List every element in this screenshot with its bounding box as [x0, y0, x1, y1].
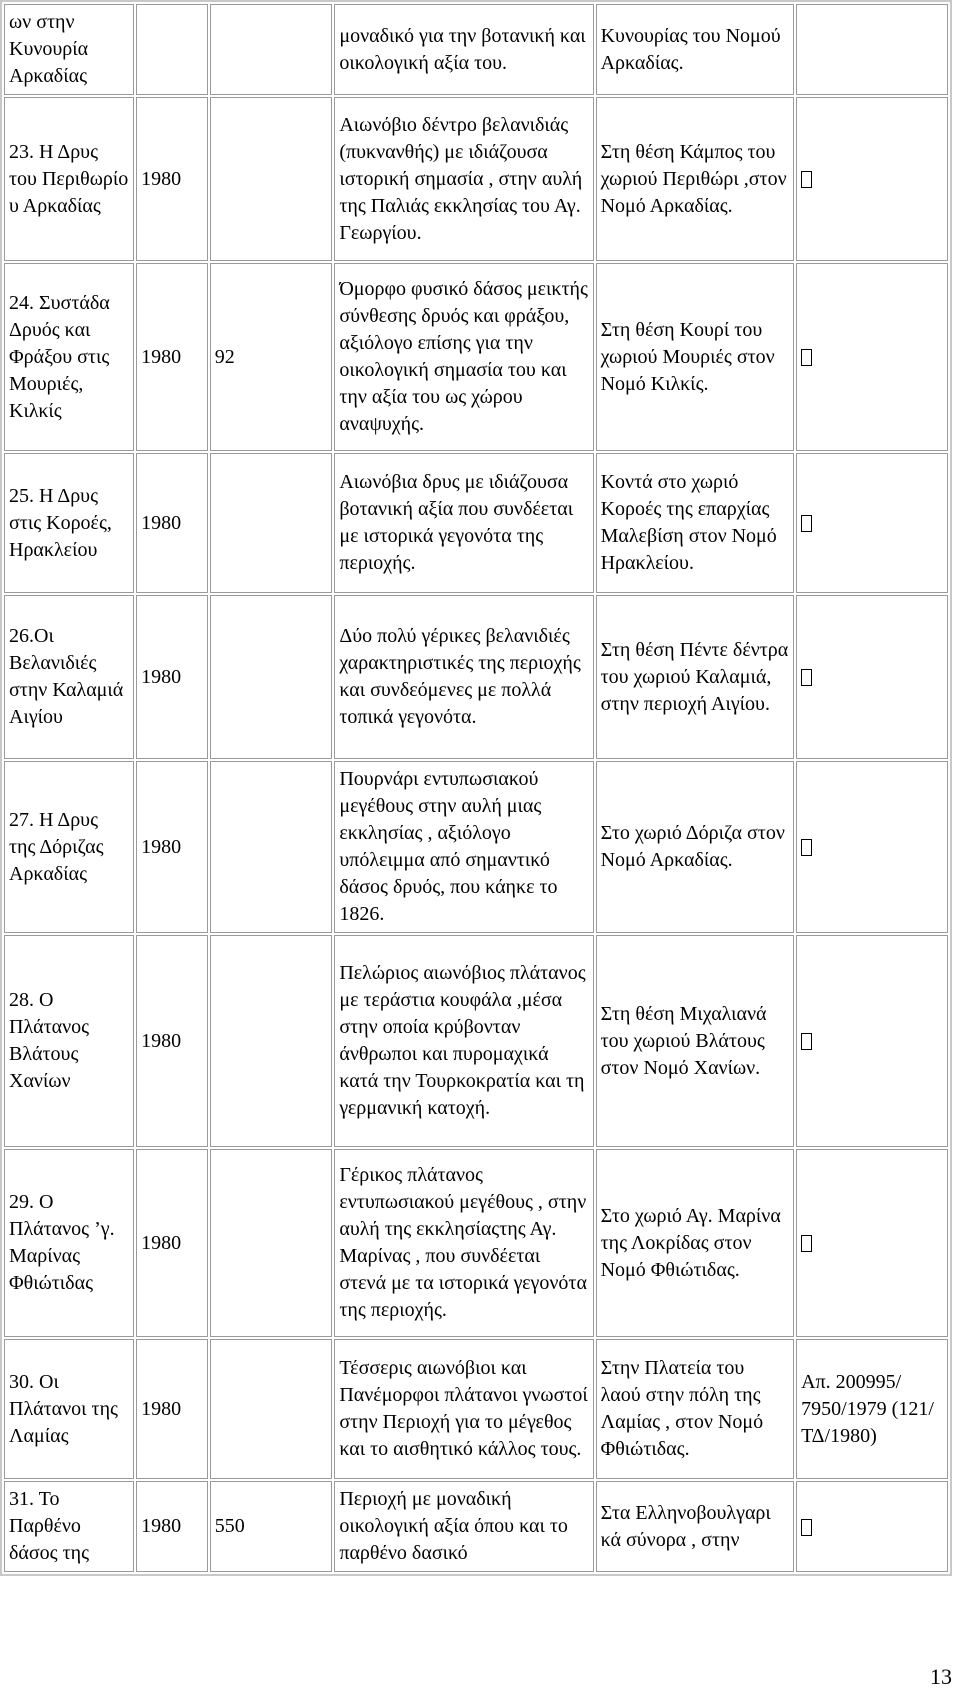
monument-name-cell: 27. Η Δρυς της Δόριζας Αρκαδίας [4, 761, 134, 933]
table-row [4, 263, 948, 451]
remarks-cell [796, 1481, 948, 1572]
description-cell: Τέσσερις αιωνόβιοι και Πανέμορφοι πλάτανοι γνωστοί στην Περιοχή για το μέγεθος και το αισθητικό κάλλος τους. [334, 1339, 593, 1479]
location-cell: Κοντά στο χωριό Κοροές της επαρχίας Μαλεβίση στον Νομό Ηρακλείου. [596, 453, 795, 593]
missing-glyph-box-icon [801, 669, 812, 686]
table-row [4, 935, 948, 1147]
location-cell: Στη θέση Κάμπος του χωριού Περιθώρι ,στον Νομό Αρκαδίας. [596, 97, 795, 261]
declaration-year-cell: 1980 [136, 453, 208, 593]
area-cell [210, 595, 333, 759]
table-body [4, 4, 948, 1572]
monument-name-cell: 30. Οι Πλάτανοι της Λαμίας [4, 1339, 134, 1479]
table-row [4, 1481, 948, 1572]
location-cell: Στην Πλατεία του λαού στην πόλη της Λαμίας , στον Νομό Φθιώτιδας. [596, 1339, 795, 1479]
declaration-year-cell: 1980 [136, 935, 208, 1147]
description-cell: Όμορφο φυσικό δάσος μεικτής σύνθεσης δρυός και φράξου, αξιόλογο επίσης για την οικολογική σημασία του και την αξία του ως χώρου αναψυχής. [334, 263, 593, 451]
monument-name-cell: ων στην Κυνουρία Αρκαδίας [4, 4, 134, 95]
description-cell: Αιωνόβια δρυς με ιδιάζουσα βοτανική αξία που συνδέεται με ιστορικά γεγονότα της περιοχής. [334, 453, 593, 593]
declaration-year-cell: 1980 [136, 1339, 208, 1479]
missing-glyph-box-icon [801, 839, 812, 856]
description-cell: μοναδικό για την βοτανική και οικολογική αξία του. [334, 4, 593, 95]
declaration-year-cell: 1980 [136, 1149, 208, 1337]
area-cell [210, 1339, 333, 1479]
missing-glyph-box-icon [801, 1519, 812, 1536]
location-cell: Στο χωριό Αγ. Μαρίνα της Λοκρίδας στον Νομό Φθιώτιδας. [596, 1149, 795, 1337]
table-row [4, 453, 948, 593]
declaration-year-cell: 1980 [136, 263, 208, 451]
area-cell [210, 935, 333, 1147]
description-cell: Πελώριος αιωνόβιος πλάτανος με τεράστια κουφάλα ,μέσα στην οποία κρύβονταν άνθρωποι και πυρομαχικά κατά την Τουρκοκρατία και τη γερμανική κατοχή. [334, 935, 593, 1147]
table-row [4, 4, 948, 95]
area-cell [210, 97, 333, 261]
area-cell [210, 761, 333, 933]
remarks-cell [796, 935, 948, 1147]
remarks-cell [796, 453, 948, 593]
page-number: 13 [930, 1664, 952, 1689]
location-cell: Κυνουρίας του Νομού Αρκαδίας. [596, 4, 795, 95]
remarks-cell [796, 1149, 948, 1337]
location-cell: Στο χωριό Δόριζα στον Νομό Αρκαδίας. [596, 761, 795, 933]
location-cell: Στα Ελληνοβουλγαρι κά σύνορα , στην [596, 1481, 795, 1572]
monument-name-cell: 26.Οι Βελανιδιές στην Καλαμιά Αιγίου [4, 595, 134, 759]
remarks-cell [796, 4, 948, 95]
missing-glyph-box-icon [801, 1235, 812, 1252]
area-cell: 92 [210, 263, 333, 451]
description-cell: Πουρνάρι εντυπωσιακού μεγέθους στην αυλή μιας εκκλησίας , αξιόλογο υπόλειμμα από σημαντικό δάσος δρυός, που κάηκε το 1826. [334, 761, 593, 933]
table-row [4, 1149, 948, 1337]
area-cell: 550 [210, 1481, 333, 1572]
monument-name-cell: 29. Ο Πλάτανος ’γ. Μαρίνας Φθιώτιδας [4, 1149, 134, 1337]
declaration-year-cell [136, 4, 208, 95]
area-cell [210, 453, 333, 593]
monument-name-cell: 31. Το Παρθένο δάσος της [4, 1481, 134, 1572]
missing-glyph-box-icon [801, 171, 812, 188]
monument-name-cell: 28. Ο Πλάτανος Βλάτους Χανίων [4, 935, 134, 1147]
table-row [4, 595, 948, 759]
location-cell: Στη θέση Πέντε δέντρα του χωριού Καλαμιά, στην περιοχή Αιγίου. [596, 595, 795, 759]
description-cell: Δύο πολύ γέρικες βελανιδιές χαρακτηριστικές της περιοχής και συνδεόμενες με πολλά τοπικά γεγονότα. [334, 595, 593, 759]
table-row [4, 761, 948, 933]
monument-name-cell: 23. Η Δρυς του Περιθωρίο υ Αρκαδίας [4, 97, 134, 261]
location-cell: Στη θέση Κουρί του χωριού Μουριές στον Νομό Κιλκίς. [596, 263, 795, 451]
declaration-year-cell: 1980 [136, 595, 208, 759]
remarks-cell [796, 595, 948, 759]
description-cell: Αιωνόβιο δέντρο βελανιδιάς (πυκνανθής) με ιδιάζουσα ιστορική σημασία , στην αυλή της Παλιάς εκκλησίας του Αγ. Γεωργίου. [334, 97, 593, 261]
remarks-cell: Απ. 200995/ 7950/1979 (121/ΤΔ/1980) [796, 1339, 948, 1479]
remarks-cell [796, 761, 948, 933]
remarks-cell [796, 97, 948, 261]
location-cell: Στη θέση Μιχαλιανά του χωριού Βλάτους στον Νομό Χανίων. [596, 935, 795, 1147]
table-row [4, 1339, 948, 1479]
table-row [4, 97, 948, 261]
missing-glyph-box-icon [801, 515, 812, 532]
area-cell [210, 1149, 333, 1337]
remarks-cell [796, 263, 948, 451]
monument-name-cell: 24. Συστάδα Δρυός και Φράξου στις Μουριές, Κιλκίς [4, 263, 134, 451]
area-cell [210, 4, 333, 95]
declaration-year-cell: 1980 [136, 1481, 208, 1572]
declaration-year-cell: 1980 [136, 97, 208, 261]
monument-name-cell: 25. Η Δρυς στις Κοροές, Ηρακλείου [4, 453, 134, 593]
description-cell: Γέρικος πλάτανος εντυπωσιακού μεγέθους , στην αυλή της εκκλησίαςτης Αγ. Μαρίνας , που συνδέεται στενά με τα ιστορικά γεγονότα της περιοχής. [334, 1149, 593, 1337]
missing-glyph-box-icon [801, 1033, 812, 1050]
description-cell: Περιοχή με μοναδική οικολογική αξία όπου και το παρθένο δασικό [334, 1481, 593, 1572]
declaration-year-cell: 1980 [136, 761, 208, 933]
missing-glyph-box-icon [801, 349, 812, 366]
